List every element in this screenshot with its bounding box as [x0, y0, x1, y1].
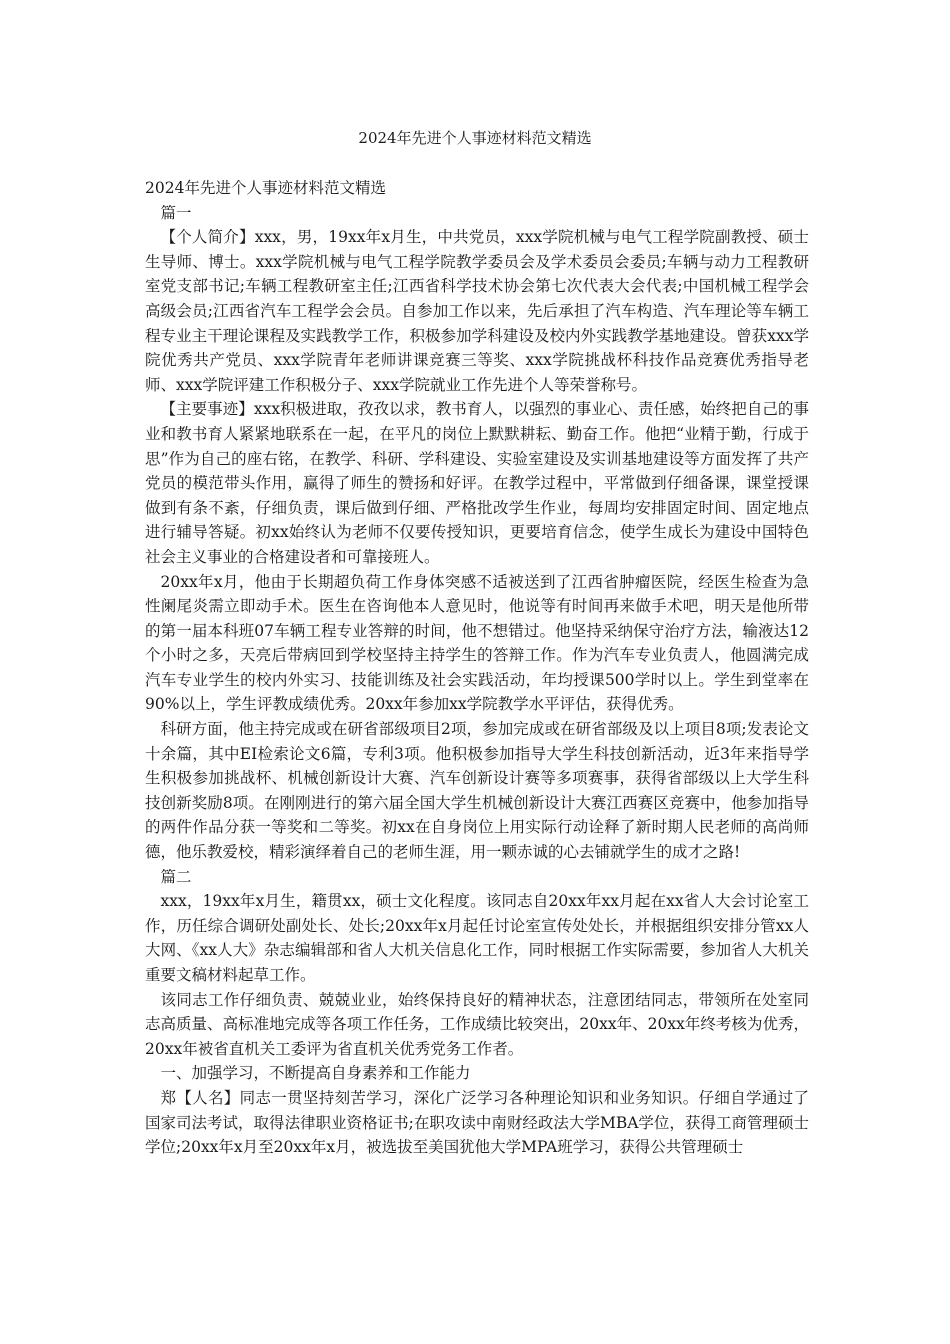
paragraph-profile: 【个人简介】xxx，男，19xx年x月生，中共党员，xxx学院机械与电气工程学院副教授、硕士生导师、博士。xxx学院机械与电气工程学院教学委员会及学术委员会委员;车辆与动力工程教研室党支部书记;车辆工程教研室主任;江西省科学技术协会第七次代表大会代表;中国机械工程学会高级会员;江西省汽车工程学会会员。自参加工作以来，先后承担了汽车构造、汽车理论等车辆工程专业主干理论课程及实践教学工作，积极参加学科建设及校内外实践教学基地建设。曾获xxx学院优秀共产党员、xxx学院青年老师讲课竞赛三等奖、xxx学院挑战杯科技作品竞赛优秀指导老师、xxx学院评建工作积极分子、xxx学院就业工作先进个人等荣誉称号。: [145, 228, 809, 394]
section-heading-2: 篇二: [160, 867, 192, 886]
paragraph-study: 郑【人名】同志一贯坚持刻苦学习，深化广泛学习各种理论知识和业务知识。仔细自学通过了国家司法考试，取得法律职业资格证书;在职攻读中南财经政法大学MBA学位，获得工商管理硕士学位;20xx年x月至20xx年x月，被选拔至美国犹他大学MPA班学习，获得公共管理硕士: [145, 1088, 809, 1157]
section-heading-study: 一、加强学习，不断提高自身素养和工作能力: [160, 1064, 471, 1083]
paragraph-illness: 20xx年x月，他由于长期超负荷工作身体突感不适被送到了江西省肿瘤医院，经医生检查为急性阑尾炎需立即动手术。医生在咨询他本人意见时，他说等有时间再来做手术吧，明天是他所带的第一届本科班07车辆工程专业答辩的时间，他不想错过。他坚持采纳保守治疗方法，输液达12个小时之多，天亮后带病回到学校坚持主持学生的答辩工作。作为汽车专业负责人，他圆满完成汽车专业学生的校内外实习、技能训练及社会实践活动，年均授课500学时以上。学生到堂率在90%以上，学生评教成绩优秀。20xx年参加xx学院教学水平评估，获得优秀。: [145, 572, 809, 714]
document-title: 2024年先进个人事迹材料范文精选: [358, 129, 592, 147]
paragraph-work-attitude: 该同志工作仔细负责、兢兢业业，始终保持良好的精神状态，注意团结同志，带领所在处室同志高质量、高标准地完成等各项工作任务，工作成绩比较突出，20xx年、20xx年终考核为优秀，20xx年被省直机关工委评为省直机关优秀党务工作者。: [145, 990, 809, 1058]
document-body: [145, 176, 809, 1160]
paragraph-profile-2: xxx，19xx年x月生，籍贯xx，硕士文化程度。该同志自20xx年xx月起在xx省人大会讨论室工作，历任综合调研处副处长、处长;20xx年x月起任讨论室宣传处处长，并根据组织安排分管xx人大网、《xx人大》杂志编辑部和省人大机关信息化工作，同时根据工作实际需要，参加省人大机关重要文稿材料起草工作。: [145, 892, 809, 984]
document-subtitle: 2024年先进个人事迹材料范文精选: [145, 179, 386, 197]
paragraph-main-deeds: 【主要事迹】xxx积极进取，孜孜以求，教书育人，以强烈的事业心、责任感，始终把自己的事业和教书育人紧紧地联系在一起，在平凡的岗位上默默耕耘、勤奋工作。他把“业精于勤，行成于思”作为自己的座右铭，在教学、科研、学科建设、实验室建设及实训基地建设等方面发挥了共产党员的模范带头作用，赢得了师生的赞扬和好评。在教学过程中，平常做到仔细备课，课堂授课做到有条不紊，仔细负责，课后做到仔细、严格批改学生作业，每周均安排固定时间、固定地点进行辅导答疑。初xx始终认为老师不仅要传授知识，更要培育信念，使学生成长为建设中国特色社会主义事业的合格建设者和可靠接班人。: [145, 400, 809, 566]
section-heading-1: 篇一: [160, 203, 192, 222]
paragraph-research: 科研方面，他主持完成或在研省部级项目2项，参加完成或在研省部级及以上项目8项;发表论文十余篇，其中EI检索论文6篇，专利3项。他积极参加指导大学生科技创新活动，近3年来指导学生积极参加挑战杯、机械创新设计大赛、汽车创新设计赛等多项赛事，获得省部级以上大学生科技创新奖励8项。在刚刚进行的第六届全国大学生机械创新设计大赛江西赛区竞赛中，他参加指导的两件作品分获一等奖和二等奖。初xx在自身岗位上用实际行动诠释了新时期人民老师的高尚师德，他乐教爱校，精彩演绎着自己的老师生涯，用一颗赤诚的心去铺就学生的成才之路!: [145, 720, 809, 862]
